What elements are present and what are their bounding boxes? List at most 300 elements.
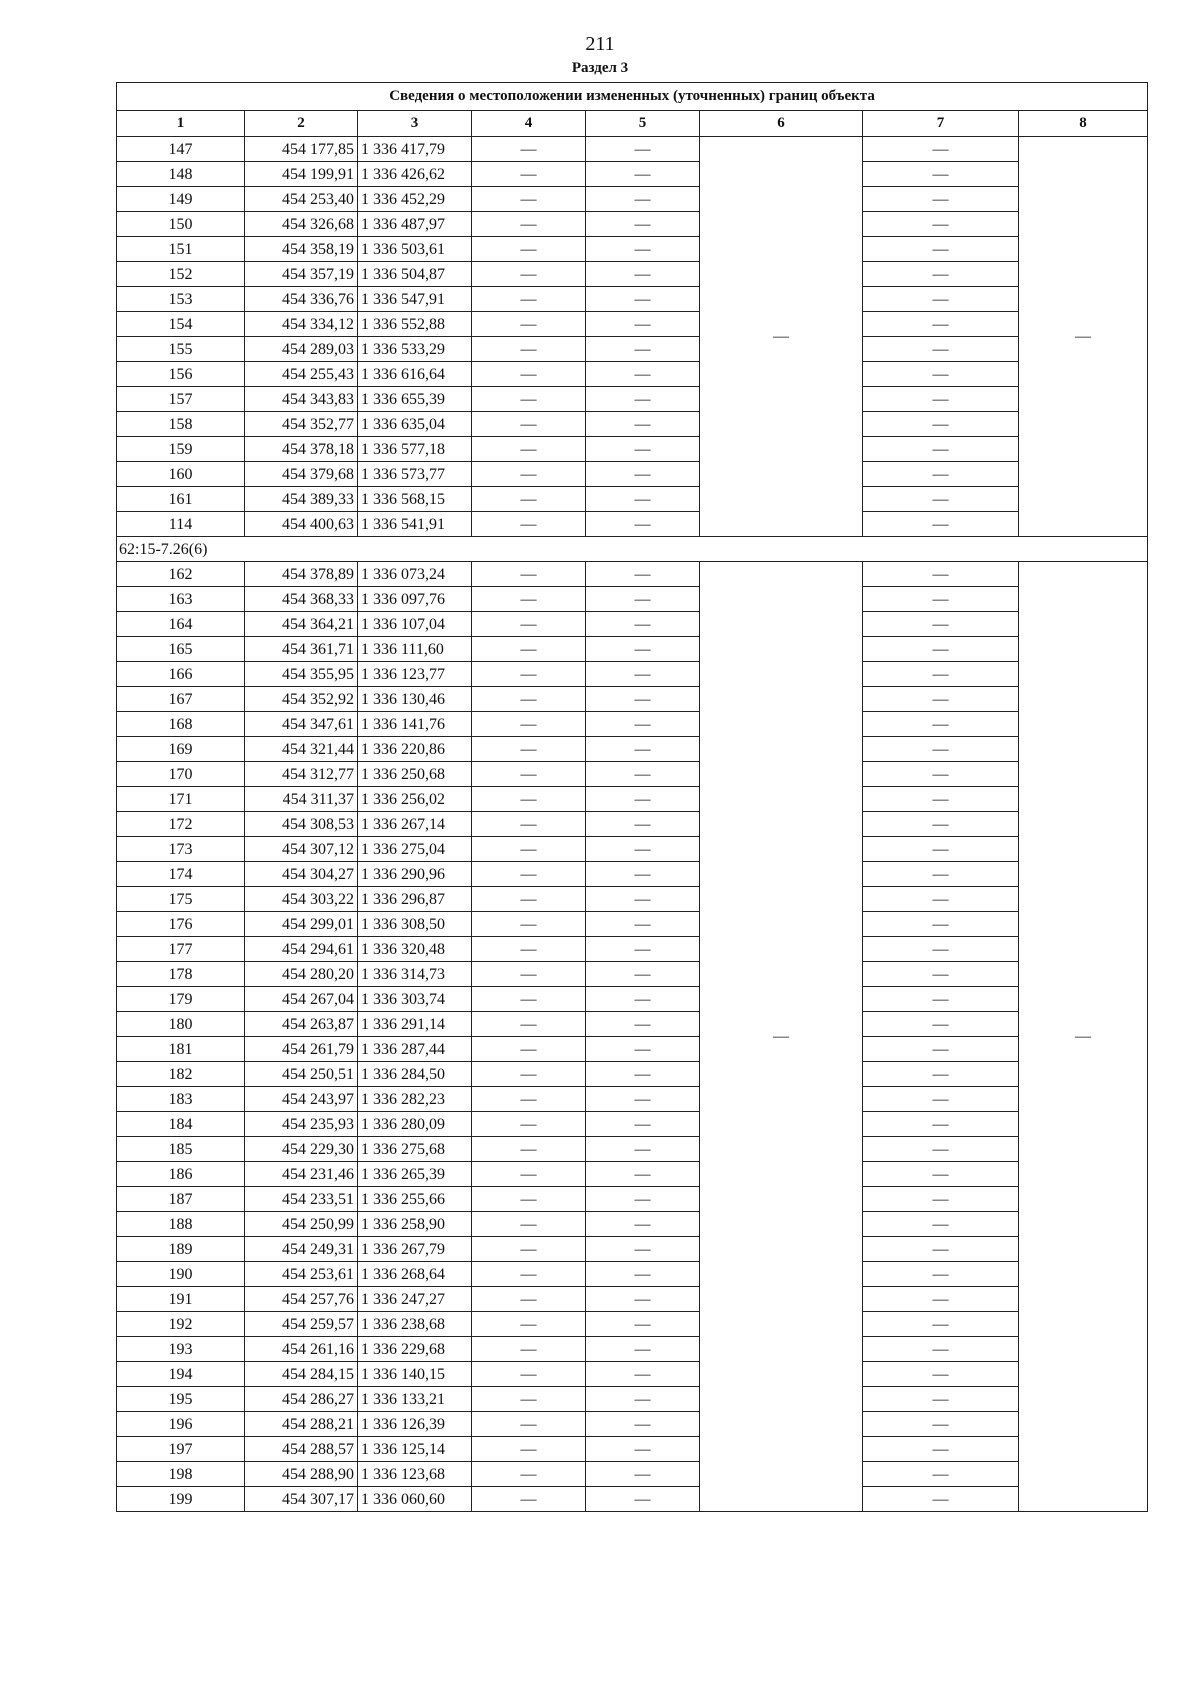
coord-x: 454 389,33 (245, 487, 358, 512)
col-7-value: — (863, 1312, 1019, 1337)
point-number: 184 (117, 1112, 245, 1137)
coord-y: 1 336 487,97 (358, 212, 472, 237)
col-7-value: — (863, 137, 1019, 162)
table-row (117, 762, 1148, 787)
coord-y: 1 336 616,64 (358, 362, 472, 387)
col-7-value: — (863, 1437, 1019, 1462)
point-number: 163 (117, 587, 245, 612)
table-row (117, 837, 1148, 862)
col-5-value: — (586, 512, 700, 537)
point-number: 172 (117, 812, 245, 837)
table-row (117, 1112, 1148, 1137)
point-number: 150 (117, 212, 245, 237)
table-row (117, 1087, 1148, 1112)
col-7-value: — (863, 662, 1019, 687)
col-5-value: — (586, 1137, 700, 1162)
col-4-value: — (472, 662, 586, 687)
table-row (117, 587, 1148, 612)
col-7-value: — (863, 337, 1019, 362)
coord-y: 1 336 267,79 (358, 1237, 472, 1262)
table-row (117, 1037, 1148, 1062)
coord-y: 1 336 275,04 (358, 837, 472, 862)
point-number: 174 (117, 862, 245, 887)
col-7-value: — (863, 462, 1019, 487)
table-row (117, 437, 1148, 462)
table-row (117, 1012, 1148, 1037)
col-7-value: — (863, 987, 1019, 1012)
col-7-value: — (863, 237, 1019, 262)
col-5-value: — (586, 887, 700, 912)
point-number: 180 (117, 1012, 245, 1037)
col-5-value: — (586, 712, 700, 737)
coord-x: 454 284,15 (245, 1362, 358, 1387)
coord-y: 1 336 296,87 (358, 887, 472, 912)
coord-x: 454 347,61 (245, 712, 358, 737)
col-5-value: — (586, 1312, 700, 1337)
col-5-value: — (586, 587, 700, 612)
table-row (117, 287, 1148, 312)
coord-x: 454 361,71 (245, 637, 358, 662)
col-4-value: — (472, 937, 586, 962)
col-7-value: — (863, 1087, 1019, 1112)
coord-y: 1 336 547,91 (358, 287, 472, 312)
point-number: 182 (117, 1062, 245, 1087)
point-number: 192 (117, 1312, 245, 1337)
col-4-value: — (472, 1262, 586, 1287)
col-5-value: — (586, 1237, 700, 1262)
coord-x: 454 289,03 (245, 337, 358, 362)
point-number: 147 (117, 137, 245, 162)
coord-y: 1 336 256,02 (358, 787, 472, 812)
col-5-value: — (586, 1112, 700, 1137)
col-4-value: — (472, 187, 586, 212)
col-4-value: — (472, 237, 586, 262)
col-5-value: — (586, 1337, 700, 1362)
col-5-value: — (586, 612, 700, 637)
coord-x: 454 288,90 (245, 1462, 358, 1487)
point-number: 185 (117, 1137, 245, 1162)
point-number: 197 (117, 1437, 245, 1462)
table-row (117, 787, 1148, 812)
col-4-value: — (472, 712, 586, 737)
col-7-value: — (863, 1212, 1019, 1237)
coord-x: 454 303,22 (245, 887, 358, 912)
coord-y: 1 336 238,68 (358, 1312, 472, 1337)
coord-x: 454 253,40 (245, 187, 358, 212)
col-5-value: — (586, 462, 700, 487)
page-number: 211 (585, 33, 615, 55)
col-7-value: — (863, 787, 1019, 812)
coord-x: 454 261,16 (245, 1337, 358, 1362)
point-number: 191 (117, 1287, 245, 1312)
point-number: 154 (117, 312, 245, 337)
col-4-value: — (472, 812, 586, 837)
col-7-value: — (863, 312, 1019, 337)
coord-x: 454 308,53 (245, 812, 358, 837)
point-number: 151 (117, 237, 245, 262)
col-5-value: — (586, 1187, 700, 1212)
coord-x: 454 261,79 (245, 1037, 358, 1062)
coord-y: 1 336 290,96 (358, 862, 472, 887)
col-4-value: — (472, 1362, 586, 1387)
coord-x: 454 364,21 (245, 612, 358, 637)
coord-y: 1 336 655,39 (358, 387, 472, 412)
table-row (117, 562, 1148, 587)
table-row (117, 162, 1148, 187)
point-number: 159 (117, 437, 245, 462)
point-number: 160 (117, 462, 245, 487)
col-5-value: — (586, 1037, 700, 1062)
col-7-value: — (863, 262, 1019, 287)
point-number: 152 (117, 262, 245, 287)
col-5-value: — (586, 762, 700, 787)
point-number: 183 (117, 1087, 245, 1112)
point-number: 166 (117, 662, 245, 687)
coord-y: 1 336 426,62 (358, 162, 472, 187)
col-4-value: — (472, 487, 586, 512)
point-number: 162 (117, 562, 245, 587)
col-7-value: — (863, 1287, 1019, 1312)
col-5-value: — (586, 262, 700, 287)
point-number: 157 (117, 387, 245, 412)
col-4-value: — (472, 1212, 586, 1237)
point-number: 173 (117, 837, 245, 862)
point-number: 169 (117, 737, 245, 762)
col-7-value: — (863, 1187, 1019, 1212)
col-7-value: — (863, 1237, 1019, 1262)
table-row (117, 237, 1148, 262)
col-7-value: — (863, 587, 1019, 612)
col-5-value: — (586, 687, 700, 712)
col-5-value: — (586, 337, 700, 362)
table-row (117, 387, 1148, 412)
coord-y: 1 336 247,27 (358, 1287, 472, 1312)
col-4-value: — (472, 737, 586, 762)
table-row (117, 712, 1148, 737)
col-4-value: — (472, 1062, 586, 1087)
coord-x: 454 312,77 (245, 762, 358, 787)
col-5-value: — (586, 562, 700, 587)
table-row (117, 1187, 1148, 1212)
table-row (117, 487, 1148, 512)
col-5-value: — (586, 1287, 700, 1312)
point-number: 175 (117, 887, 245, 912)
coord-y: 1 336 275,68 (358, 1137, 472, 1162)
col-5-value: — (586, 937, 700, 962)
coord-y: 1 336 308,50 (358, 912, 472, 937)
col-4-value: — (472, 312, 586, 337)
point-number: 161 (117, 487, 245, 512)
col-4-value: — (472, 137, 586, 162)
col-7-value: — (863, 212, 1019, 237)
col-7-value: — (863, 362, 1019, 387)
coord-y: 1 336 126,39 (358, 1412, 472, 1437)
coord-y: 1 336 314,73 (358, 962, 472, 987)
col-5-value: — (586, 912, 700, 937)
col-4-value: — (472, 912, 586, 937)
coord-y: 1 336 541,91 (358, 512, 472, 537)
point-number: 164 (117, 612, 245, 637)
table-row (117, 1337, 1148, 1362)
coord-y: 1 336 573,77 (358, 462, 472, 487)
col-4-value: — (472, 1187, 586, 1212)
col-4-value: — (472, 262, 586, 287)
col-7-value: — (863, 1462, 1019, 1487)
table-row (117, 1387, 1148, 1412)
col-7-value: — (863, 187, 1019, 212)
col-5-value: — (586, 787, 700, 812)
coord-x: 454 368,33 (245, 587, 358, 612)
point-number: 148 (117, 162, 245, 187)
col-5-value: — (586, 987, 700, 1012)
col-4-value: — (472, 1487, 586, 1512)
coord-y: 1 336 141,76 (358, 712, 472, 737)
col-7-value: — (863, 1487, 1019, 1512)
col-4-value: — (472, 587, 586, 612)
table-row (117, 187, 1148, 212)
col-7-value: — (863, 1337, 1019, 1362)
col-4-value: — (472, 562, 586, 587)
col-7-value: — (863, 412, 1019, 437)
table-row (117, 1312, 1148, 1337)
col-5-value: — (586, 237, 700, 262)
coord-y: 1 336 268,64 (358, 1262, 472, 1287)
table-row (117, 212, 1148, 237)
table-row (117, 362, 1148, 387)
table-row (117, 1437, 1148, 1462)
coord-x: 454 336,76 (245, 287, 358, 312)
col-5-value: — (586, 387, 700, 412)
col-4-value: — (472, 287, 586, 312)
col-4-value: — (472, 1387, 586, 1412)
coordinates-table (116, 82, 1148, 1512)
coord-y: 1 336 133,21 (358, 1387, 472, 1412)
coord-x: 454 288,21 (245, 1412, 358, 1437)
coord-x: 454 263,87 (245, 1012, 358, 1037)
col-8-merged-value: — (1019, 137, 1148, 537)
col-5-value: — (586, 362, 700, 387)
col-4-value: — (472, 637, 586, 662)
table-row (117, 1237, 1148, 1262)
col-5-value: — (586, 187, 700, 212)
col-5-value: — (586, 1387, 700, 1412)
table-header-row (117, 111, 1148, 137)
col-4-value: — (472, 412, 586, 437)
column-header: 5 (586, 111, 700, 137)
coord-x: 454 177,85 (245, 137, 358, 162)
coord-x: 454 259,57 (245, 1312, 358, 1337)
col-4-value: — (472, 762, 586, 787)
coord-y: 1 336 123,77 (358, 662, 472, 687)
coord-x: 454 352,92 (245, 687, 358, 712)
coord-y: 1 336 320,48 (358, 937, 472, 962)
table-row (117, 1162, 1148, 1187)
col-6-merged-value: — (700, 137, 863, 537)
col-4-value: — (472, 987, 586, 1012)
col-7-value: — (863, 912, 1019, 937)
section-title: Раздел 3 (571, 60, 629, 76)
point-number: 177 (117, 937, 245, 962)
col-7-value: — (863, 712, 1019, 737)
col-4-value: — (472, 1112, 586, 1137)
coord-x: 454 355,95 (245, 662, 358, 687)
coord-x: 454 326,68 (245, 212, 358, 237)
col-7-value: — (863, 1162, 1019, 1187)
col-4-value: — (472, 512, 586, 537)
coord-x: 454 400,63 (245, 512, 358, 537)
table-row (117, 137, 1148, 162)
point-number: 167 (117, 687, 245, 712)
col-4-value: — (472, 462, 586, 487)
point-number: 198 (117, 1462, 245, 1487)
coord-y: 1 336 265,39 (358, 1162, 472, 1187)
table-row (117, 862, 1148, 887)
table-row (117, 1062, 1148, 1087)
coord-x: 454 357,19 (245, 262, 358, 287)
coord-x: 454 321,44 (245, 737, 358, 762)
coord-y: 1 336 533,29 (358, 337, 472, 362)
col-4-value: — (472, 962, 586, 987)
col-7-value: — (863, 487, 1019, 512)
group-row (117, 537, 1148, 562)
col-4-value: — (472, 1312, 586, 1337)
coord-x: 454 294,61 (245, 937, 358, 962)
point-number: 195 (117, 1387, 245, 1412)
point-number: 196 (117, 1412, 245, 1437)
coord-x: 454 255,43 (245, 362, 358, 387)
col-8-merged-value: — (1019, 562, 1148, 1512)
col-7-value: — (863, 512, 1019, 537)
coord-y: 1 336 229,68 (358, 1337, 472, 1362)
column-header: 8 (1019, 111, 1148, 137)
col-4-value: — (472, 862, 586, 887)
column-header: 7 (863, 111, 1019, 137)
table-row (117, 262, 1148, 287)
col-5-value: — (586, 312, 700, 337)
table-row (117, 1462, 1148, 1487)
coord-y: 1 336 130,46 (358, 687, 472, 712)
table-row (117, 662, 1148, 687)
col-7-value: — (863, 737, 1019, 762)
col-7-value: — (863, 162, 1019, 187)
table-row (117, 1137, 1148, 1162)
table-row (117, 987, 1148, 1012)
point-number: 179 (117, 987, 245, 1012)
col-5-value: — (586, 1462, 700, 1487)
coord-x: 454 286,27 (245, 1387, 358, 1412)
coord-y: 1 336 282,23 (358, 1087, 472, 1112)
coord-y: 1 336 291,14 (358, 1012, 472, 1037)
col-5-value: — (586, 412, 700, 437)
table-row (117, 1412, 1148, 1437)
table-row (117, 812, 1148, 837)
coord-x: 454 307,12 (245, 837, 358, 862)
col-4-value: — (472, 612, 586, 637)
col-4-value: — (472, 1337, 586, 1362)
col-5-value: — (586, 1262, 700, 1287)
point-number: 165 (117, 637, 245, 662)
col-7-value: — (863, 1412, 1019, 1437)
table-row (117, 887, 1148, 912)
coord-y: 1 336 140,15 (358, 1362, 472, 1387)
table-row (117, 737, 1148, 762)
point-number: 193 (117, 1337, 245, 1362)
coord-y: 1 336 280,09 (358, 1112, 472, 1137)
table-row (117, 412, 1148, 437)
col-5-value: — (586, 1012, 700, 1037)
col-4-value: — (472, 1287, 586, 1312)
coord-x: 454 304,27 (245, 862, 358, 887)
col-4-value: — (472, 837, 586, 862)
col-5-value: — (586, 862, 700, 887)
table-row (117, 962, 1148, 987)
col-5-value: — (586, 1362, 700, 1387)
table-row (117, 1362, 1148, 1387)
coord-x: 454 267,04 (245, 987, 358, 1012)
coord-y: 1 336 504,87 (358, 262, 472, 287)
coord-y: 1 336 258,90 (358, 1212, 472, 1237)
coord-x: 454 311,37 (245, 787, 358, 812)
table-row (117, 612, 1148, 637)
col-7-value: — (863, 1062, 1019, 1087)
col-7-value: — (863, 637, 1019, 662)
coord-x: 454 378,18 (245, 437, 358, 462)
col-7-value: — (863, 1137, 1019, 1162)
group-label: 62:15-7.26(6) (117, 537, 1148, 562)
point-number: 170 (117, 762, 245, 787)
col-7-value: — (863, 287, 1019, 312)
table-row (117, 1262, 1148, 1287)
col-7-value: — (863, 437, 1019, 462)
coord-y: 1 336 417,79 (358, 137, 472, 162)
col-7-value: — (863, 1387, 1019, 1412)
coord-x: 454 250,99 (245, 1212, 358, 1237)
col-5-value: — (586, 1212, 700, 1237)
point-number: 153 (117, 287, 245, 312)
column-header: 2 (245, 111, 358, 137)
coord-x: 454 358,19 (245, 237, 358, 262)
column-header: 4 (472, 111, 586, 137)
point-number: 171 (117, 787, 245, 812)
col-7-value: — (863, 1037, 1019, 1062)
table-row (117, 312, 1148, 337)
col-5-value: — (586, 287, 700, 312)
coord-x: 454 257,76 (245, 1287, 358, 1312)
col-5-value: — (586, 1487, 700, 1512)
col-4-value: — (472, 337, 586, 362)
table-row (117, 1287, 1148, 1312)
point-number: 187 (117, 1187, 245, 1212)
table-row (117, 637, 1148, 662)
point-number: 199 (117, 1487, 245, 1512)
coord-x: 454 288,57 (245, 1437, 358, 1462)
col-5-value: — (586, 212, 700, 237)
coord-y: 1 336 635,04 (358, 412, 472, 437)
col-7-value: — (863, 1012, 1019, 1037)
col-5-value: — (586, 737, 700, 762)
col-7-value: — (863, 1112, 1019, 1137)
coord-x: 454 249,31 (245, 1237, 358, 1262)
point-number: 158 (117, 412, 245, 437)
coord-y: 1 336 220,86 (358, 737, 472, 762)
col-7-value: — (863, 762, 1019, 787)
table-row (117, 462, 1148, 487)
col-5-value: — (586, 662, 700, 687)
col-5-value: — (586, 812, 700, 837)
col-4-value: — (472, 1437, 586, 1462)
col-5-value: — (586, 962, 700, 987)
col-7-value: — (863, 887, 1019, 912)
